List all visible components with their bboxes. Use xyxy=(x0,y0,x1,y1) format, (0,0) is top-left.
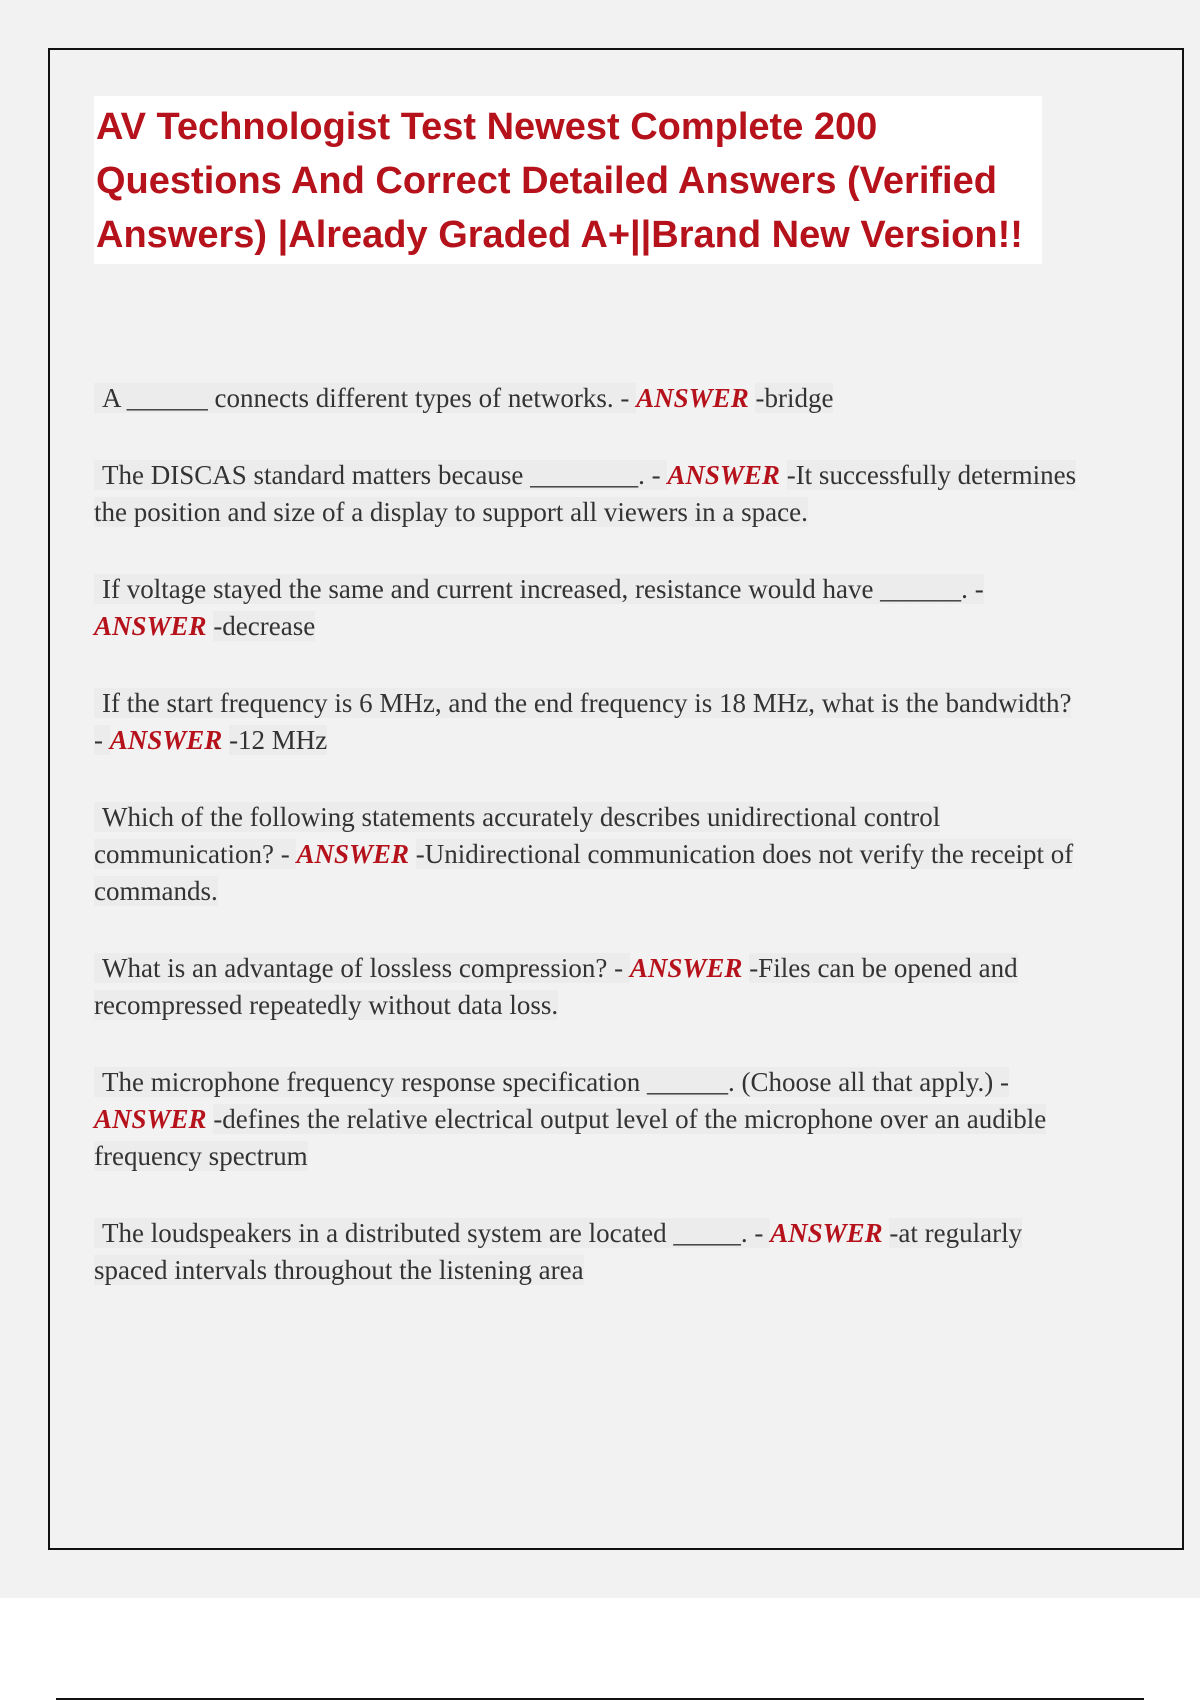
separator: - xyxy=(644,460,668,490)
answer-label: ANSWER xyxy=(296,839,410,869)
qa-item xyxy=(94,685,1084,759)
answer-text: -at regularly spaced intervals throughout the listening area xyxy=(94,1218,1023,1285)
answer-label: ANSWER xyxy=(629,953,743,983)
answer-text: -It successfully determines the position and size of a display to support all viewers in a space. xyxy=(94,460,1077,527)
question-text: What is an advantage of lossless compression? xyxy=(94,953,607,983)
qa-item xyxy=(94,950,1084,1024)
answer-label: ANSWER xyxy=(94,1104,207,1134)
qa-item xyxy=(94,457,1084,531)
qa-item xyxy=(94,1215,1084,1289)
answer-text: -Unidirectional communication does not verify the receipt of commands. xyxy=(94,839,1074,906)
question-text: A ______ connects different types of networks. xyxy=(94,383,614,413)
qa-list xyxy=(94,380,1084,1329)
answer-label: ANSWER xyxy=(109,725,223,755)
separator: - xyxy=(607,953,630,983)
answer-text: -defines the relative electrical output level of the microphone over an audible frequency spectrum xyxy=(94,1104,1047,1171)
answer-text: -12 MHz xyxy=(229,725,328,755)
answer-label: ANSWER xyxy=(667,460,780,490)
answer-label: ANSWER xyxy=(636,383,749,413)
answer-text: -bridge xyxy=(755,383,834,413)
question-text: The loudspeakers in a distributed system are located _____. xyxy=(94,1218,748,1248)
separator: - xyxy=(967,574,984,604)
answer-text: -Files can be opened and recompressed repeatedly without data loss. xyxy=(94,953,1018,1020)
qa-item xyxy=(94,571,1084,645)
next-page-area xyxy=(0,1598,1200,1700)
question-text: The DISCAS standard matters because ________. xyxy=(94,460,645,490)
separator: - xyxy=(273,839,297,869)
separator: - xyxy=(747,1218,771,1248)
qa-item xyxy=(94,799,1084,910)
question-text: If voltage stayed the same and current increased, resistance would have ______. xyxy=(94,574,968,604)
answer-text: -decrease xyxy=(213,611,316,641)
separator: - xyxy=(94,725,110,755)
separator: - xyxy=(993,1067,1009,1097)
question-text: Which of the following statements accurately describes unidirectional control communication? xyxy=(94,802,941,869)
title-block xyxy=(94,96,1042,264)
separator: - xyxy=(613,383,637,413)
answer-label: ANSWER xyxy=(770,1218,883,1248)
question-text: If the start frequency is 6 MHz, and the end frequency is 18 MHz, what is the bandwidth? xyxy=(94,688,1071,718)
qa-item xyxy=(94,1064,1084,1175)
document-title: AV Technologist Test Newest Complete 200 Questions And Correct Detailed Answers (Verified Answers) |Already Graded A+||Brand New Version!! xyxy=(96,106,1023,256)
qa-item xyxy=(94,380,1084,417)
answer-label: ANSWER xyxy=(94,611,207,641)
question-text: The microphone frequency response specification ______. (Choose all that apply.) xyxy=(94,1067,993,1097)
